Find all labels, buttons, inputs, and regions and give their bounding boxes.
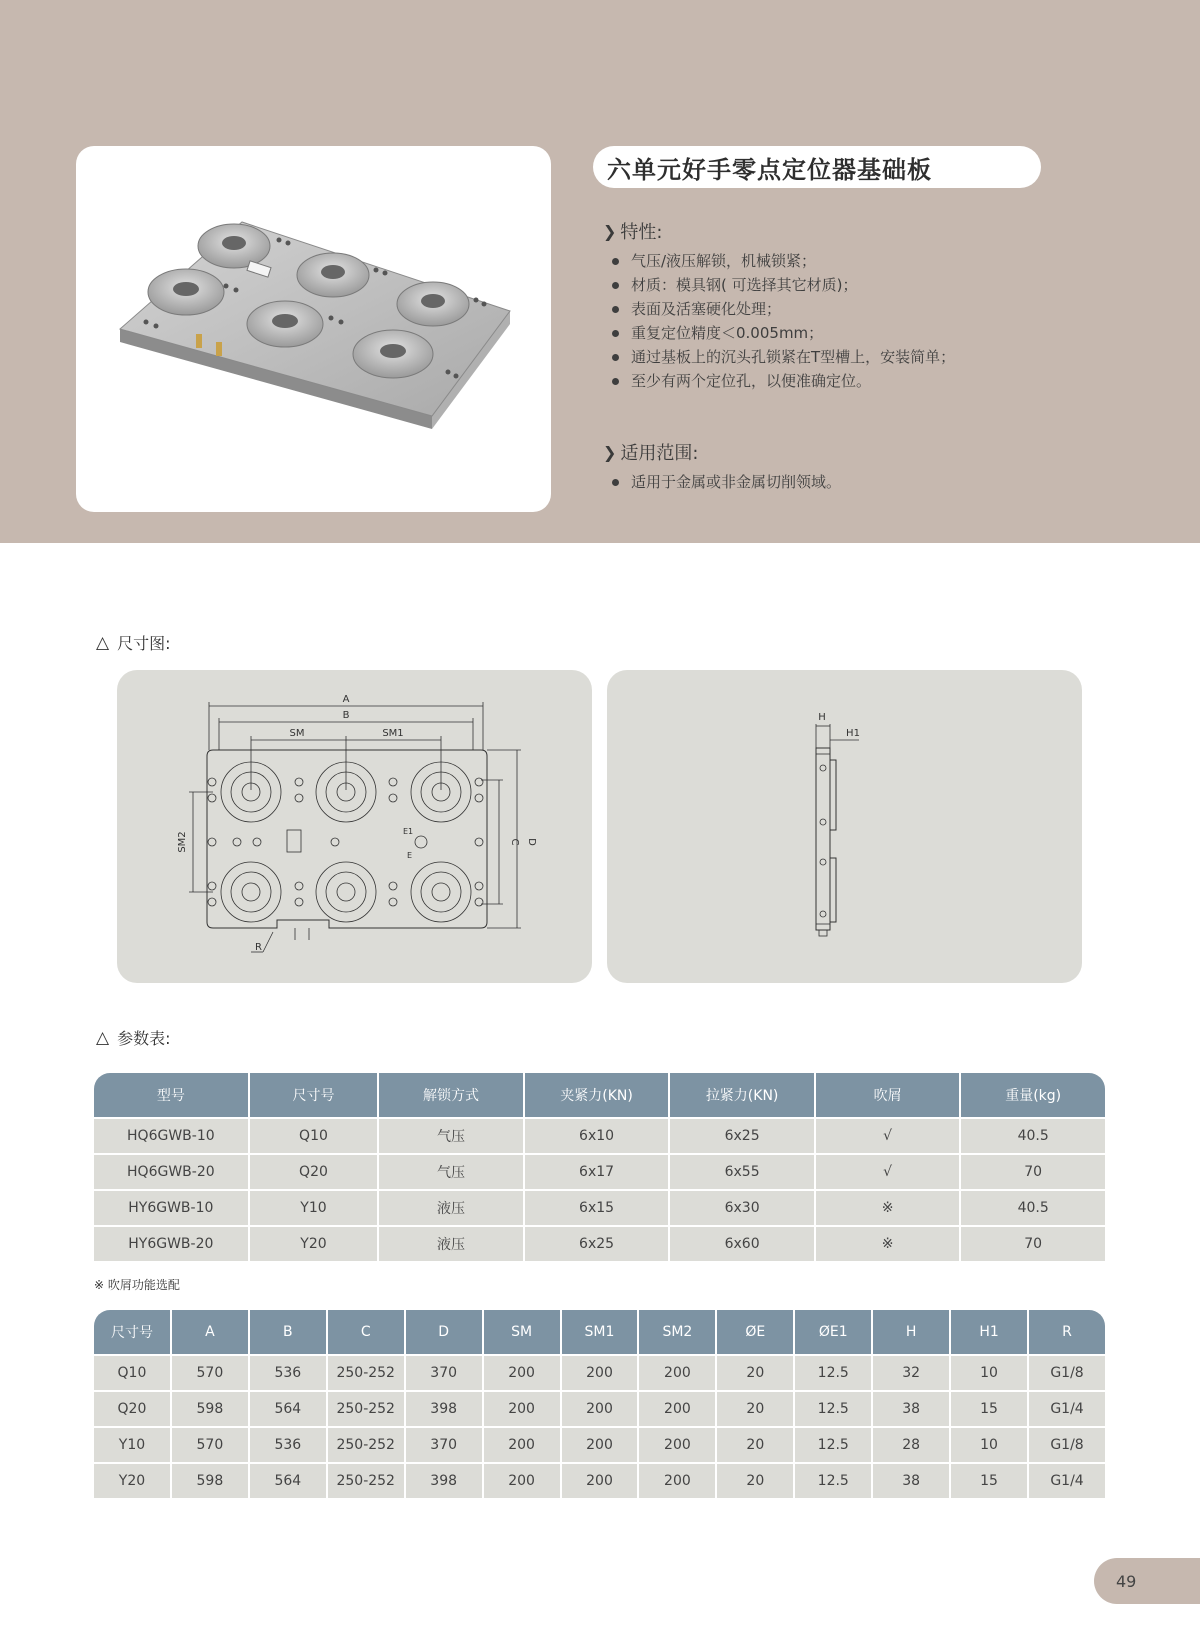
table-cell: 200 <box>562 1428 638 1462</box>
column-header: SM2 <box>639 1310 715 1354</box>
table-cell: 6x55 <box>670 1155 814 1189</box>
table-cell: Y10 <box>94 1428 170 1462</box>
table-cell: 38 <box>873 1392 949 1426</box>
table-row <box>94 1392 1105 1426</box>
application-list <box>612 470 841 494</box>
page-number-text: 49 <box>1116 1571 1137 1591</box>
table-cell: Q10 <box>94 1356 170 1390</box>
application-heading-text: 适用范围: <box>620 443 699 464</box>
column-header: 拉紧力(KN) <box>670 1073 814 1117</box>
feature-text: 通过基板上的沉头孔锁紧在T型槽上，安装简单； <box>631 348 956 366</box>
product-photo-card <box>76 146 551 512</box>
table-cell: 20 <box>717 1356 793 1390</box>
table-cell: √ <box>816 1155 959 1189</box>
table-cell: 28 <box>873 1428 949 1462</box>
bullet-icon <box>612 354 619 361</box>
dim-label-d: D <box>526 838 537 846</box>
table-cell: 20 <box>717 1428 793 1462</box>
table-cell: 398 <box>406 1392 482 1426</box>
feature-text: 重复定位精度＜0.005mm； <box>631 324 824 342</box>
bullet-icon <box>612 378 619 385</box>
table-cell: 20 <box>717 1392 793 1426</box>
dim-label-b: B <box>342 710 350 721</box>
param-heading <box>96 1026 170 1049</box>
top-view-drawing-panel <box>117 670 592 983</box>
table-cell: 气压 <box>379 1155 522 1189</box>
dim-label-e: E <box>407 851 413 860</box>
table-cell: 200 <box>484 1428 560 1462</box>
list-item <box>612 297 955 321</box>
dim-label-sm2: SM2 <box>177 831 188 853</box>
bullet-icon <box>612 330 619 337</box>
table-cell: 200 <box>562 1464 638 1498</box>
dim-label-r: R <box>255 942 262 953</box>
list-item <box>612 369 955 393</box>
table-cell: HQ6GWB-10 <box>94 1119 248 1153</box>
dimension-heading-text: 尺寸图: <box>117 634 171 653</box>
table-row <box>94 1155 1105 1189</box>
table-cell: 598 <box>172 1392 248 1426</box>
product-image <box>76 146 551 512</box>
column-header: H <box>873 1310 949 1354</box>
triangle-icon: △ <box>96 632 110 653</box>
table-cell: √ <box>816 1119 959 1153</box>
column-header: B <box>250 1310 326 1354</box>
application-heading <box>603 439 698 465</box>
table-row <box>94 1356 1105 1390</box>
table-cell: 200 <box>562 1392 638 1426</box>
table-cell: 598 <box>172 1464 248 1498</box>
column-header: 解锁方式 <box>379 1073 522 1117</box>
param-heading-text: 参数表: <box>117 1029 171 1048</box>
dim-label-h1: H1 <box>846 728 860 739</box>
table-cell: 12.5 <box>795 1464 871 1498</box>
product-title: 六单元好手零点定位器基础板 <box>607 155 932 184</box>
table-cell: 15 <box>951 1464 1027 1498</box>
table-cell: 6x25 <box>670 1119 814 1153</box>
model-spec-table <box>92 1071 1107 1263</box>
bullet-icon <box>612 306 619 313</box>
table-row <box>94 1464 1105 1498</box>
table-cell: G1/4 <box>1029 1464 1105 1498</box>
table-cell: 40.5 <box>961 1119 1105 1153</box>
column-header: 尺寸号 <box>94 1310 170 1354</box>
column-header: 重量(kg) <box>961 1073 1105 1117</box>
table-cell: 564 <box>250 1392 326 1426</box>
table-cell: ※ <box>816 1227 959 1261</box>
table-cell: 200 <box>484 1356 560 1390</box>
table-cell: 6x15 <box>525 1191 669 1225</box>
table-cell: 70 <box>961 1227 1105 1261</box>
table-cell: 250-252 <box>328 1392 404 1426</box>
table-cell: 536 <box>250 1428 326 1462</box>
side-view-drawing-panel <box>607 670 1082 983</box>
table-cell: G1/4 <box>1029 1392 1105 1426</box>
table-cell: 536 <box>250 1356 326 1390</box>
table-cell: 6x10 <box>525 1119 669 1153</box>
column-header: SM1 <box>562 1310 638 1354</box>
table-cell: G1/8 <box>1029 1428 1105 1462</box>
table-cell: 250-252 <box>328 1356 404 1390</box>
table-cell: 250-252 <box>328 1428 404 1462</box>
dim-label-a: A <box>342 694 350 705</box>
feature-text: 材质：模具钢( 可选择其它材质)； <box>631 276 858 294</box>
column-header: 夹紧力(KN) <box>525 1073 669 1117</box>
table-cell: 200 <box>639 1464 715 1498</box>
table-cell: Y20 <box>250 1227 378 1261</box>
table-cell: 12.5 <box>795 1392 871 1426</box>
features-heading-text: 特性: <box>620 222 663 243</box>
chevron-right-icon: ❯ <box>603 221 617 241</box>
bullet-icon <box>612 479 619 486</box>
table-row <box>94 1119 1105 1153</box>
table-cell: 20 <box>717 1464 793 1498</box>
table-cell: 气压 <box>379 1119 522 1153</box>
table-cell: 200 <box>639 1356 715 1390</box>
table-cell: Y20 <box>94 1464 170 1498</box>
list-item <box>612 249 955 273</box>
table-cell: 38 <box>873 1464 949 1498</box>
table-cell: 200 <box>562 1356 638 1390</box>
table-cell: 570 <box>172 1356 248 1390</box>
column-header: R <box>1029 1310 1105 1354</box>
feature-text: 表面及活塞硬化处理； <box>631 300 782 318</box>
column-header: ØE1 <box>795 1310 871 1354</box>
column-header: 尺寸号 <box>250 1073 378 1117</box>
table-cell: 70 <box>961 1155 1105 1189</box>
features-list <box>612 249 955 393</box>
table-cell: 200 <box>484 1392 560 1426</box>
product-title-pill <box>593 146 1041 188</box>
column-header: 型号 <box>94 1073 248 1117</box>
table-cell: 液压 <box>379 1191 522 1225</box>
table-cell: 570 <box>172 1428 248 1462</box>
list-item <box>612 273 955 297</box>
table-cell: HQ6GWB-20 <box>94 1155 248 1189</box>
triangle-icon: △ <box>96 1027 110 1048</box>
table-cell: 15 <box>951 1392 1027 1426</box>
page-number <box>1094 1558 1200 1604</box>
column-header: ØE <box>717 1310 793 1354</box>
column-header: A <box>172 1310 248 1354</box>
dim-label-sm1: SM1 <box>382 728 404 739</box>
table-cell: 200 <box>639 1428 715 1462</box>
table-cell: 40.5 <box>961 1191 1105 1225</box>
table-cell: Q20 <box>94 1392 170 1426</box>
table-cell: G1/8 <box>1029 1356 1105 1390</box>
table-cell: 32 <box>873 1356 949 1390</box>
table-cell: Q10 <box>250 1119 378 1153</box>
column-header: SM <box>484 1310 560 1354</box>
table-cell: 250-252 <box>328 1464 404 1498</box>
column-header: 吹屑 <box>816 1073 959 1117</box>
application-text: 适用于金属或非金属切削领域。 <box>631 473 842 491</box>
table-cell: 6x30 <box>670 1191 814 1225</box>
table-cell: 398 <box>406 1464 482 1498</box>
top-view-drawing <box>117 670 592 983</box>
feature-text: 气压/液压解锁，机械锁紧； <box>631 252 817 270</box>
table-header-row <box>94 1310 1105 1354</box>
column-header: D <box>406 1310 482 1354</box>
table-row <box>94 1428 1105 1462</box>
table-row <box>94 1191 1105 1225</box>
features-heading <box>603 218 662 244</box>
table-cell: 564 <box>250 1464 326 1498</box>
table-cell: Y10 <box>250 1191 378 1225</box>
dimension-heading <box>96 631 170 654</box>
table-cell: 370 <box>406 1428 482 1462</box>
table-cell: 6x60 <box>670 1227 814 1261</box>
table-cell: 200 <box>639 1392 715 1426</box>
table-cell: 10 <box>951 1428 1027 1462</box>
list-item <box>612 321 955 345</box>
table-row <box>94 1227 1105 1261</box>
table-cell: 6x17 <box>525 1155 669 1189</box>
table-cell: Q20 <box>250 1155 378 1189</box>
table-cell: HY6GWB-20 <box>94 1227 248 1261</box>
bullet-icon <box>612 258 619 265</box>
bullet-icon <box>612 282 619 289</box>
table-cell: 200 <box>484 1464 560 1498</box>
column-header: C <box>328 1310 404 1354</box>
table-cell: 液压 <box>379 1227 522 1261</box>
dim-label-h: H <box>818 712 826 723</box>
chevron-right-icon: ❯ <box>603 442 617 462</box>
table-header-row <box>94 1073 1105 1117</box>
table-cell: 12.5 <box>795 1428 871 1462</box>
table-cell: 10 <box>951 1356 1027 1390</box>
table-cell: ※ <box>816 1191 959 1225</box>
table-cell: 12.5 <box>795 1356 871 1390</box>
footnote: ※ 吹屑功能选配 <box>94 1278 180 1292</box>
list-item <box>612 470 841 494</box>
column-header: H1 <box>951 1310 1027 1354</box>
dimension-spec-table <box>92 1308 1107 1500</box>
table-cell: 6x25 <box>525 1227 669 1261</box>
feature-text: 至少有两个定位孔，以便准确定位。 <box>631 372 872 390</box>
list-item <box>612 345 955 369</box>
dim-label-sm: SM <box>289 728 305 739</box>
table-cell: 370 <box>406 1356 482 1390</box>
dim-label-e1: E1 <box>403 827 414 836</box>
table-cell: HY6GWB-10 <box>94 1191 248 1225</box>
side-view-drawing <box>607 670 1082 983</box>
dim-label-c: C <box>509 838 520 846</box>
